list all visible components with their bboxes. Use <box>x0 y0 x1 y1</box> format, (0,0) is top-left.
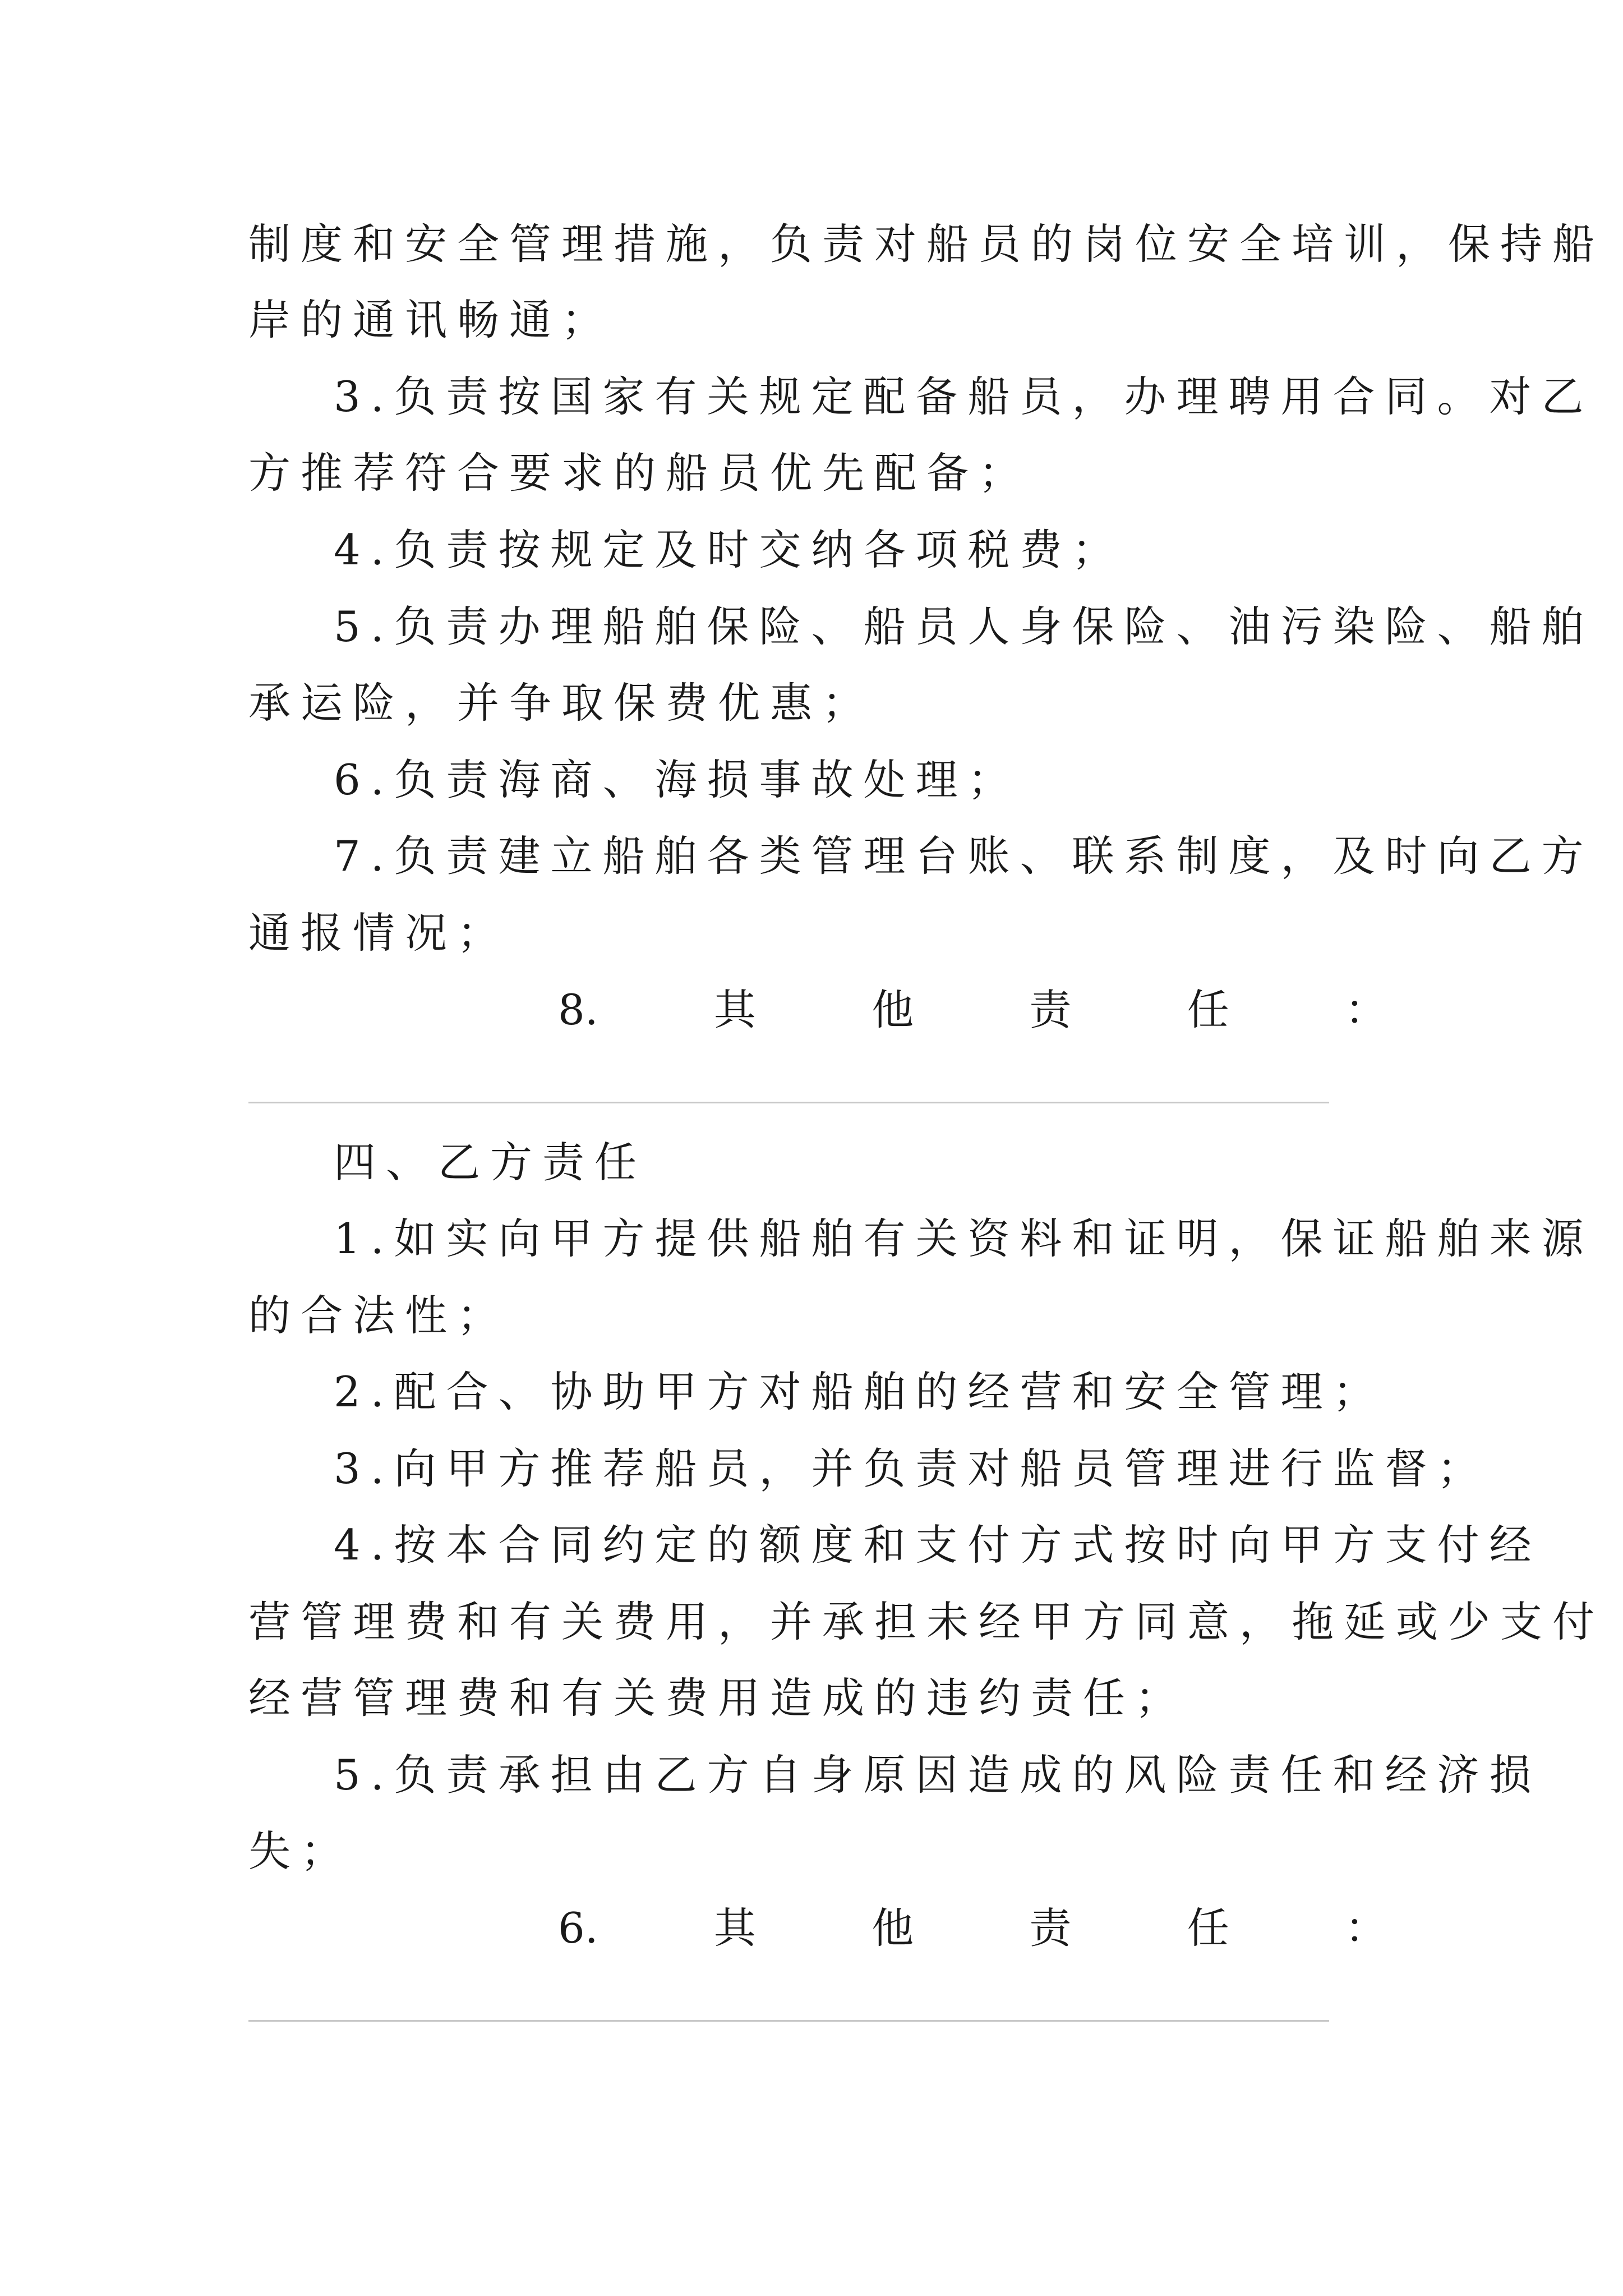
fill-in-blank-line <box>248 2020 1329 2022</box>
item-number: 8. <box>558 985 598 1034</box>
text-line: 2.配合、协助甲方对船舶的经营和安全管理； <box>334 1367 1385 1416</box>
item-number: 6. <box>558 1903 598 1953</box>
other-duties-line <box>558 1900 1387 1956</box>
fill-in-blank-line <box>248 1102 1329 1103</box>
spread-char: ： <box>1344 1903 1387 1953</box>
spread-char: 其 <box>713 985 756 1034</box>
text-line: 经营管理费和有关费用造成的违约责任； <box>248 1673 1188 1723</box>
spread-char: 责 <box>1029 1903 1072 1953</box>
text-line: 7.负责建立船舶各类管理台账、联系制度，及时向乙方 <box>334 831 1594 881</box>
text-line: 3.负责按国家有关规定配备船员，办理聘用合同。对乙 <box>334 372 1594 421</box>
text-line: 方推荐符合要求的船员优先配备； <box>248 448 1031 498</box>
text-line: 承运险，并争取保费优惠； <box>248 678 875 728</box>
text-line: 岸的通讯畅通； <box>248 295 614 344</box>
text-line: 的合法性； <box>248 1291 510 1340</box>
text-line: 1.如实向甲方提供船舶有关资料和证明，保证船舶来源 <box>334 1214 1594 1263</box>
text-line: 5.负责承担由乙方自身原因造成的风险责任和经济损 <box>334 1750 1542 1800</box>
text-line: 营管理费和有关费用，并承担未经甲方同意，拖延或少支付 <box>248 1597 1605 1646</box>
section-heading: 四、乙方责任 <box>334 1138 647 1187</box>
spread-char: 任 <box>1187 985 1229 1034</box>
spread-char: 其 <box>713 1903 756 1953</box>
text-line: 4.负责按规定及时交纳各项税费； <box>334 525 1124 574</box>
text-line: 通报情况； <box>248 908 510 958</box>
spread-char: 责 <box>1029 985 1072 1034</box>
text-line: 5.负责办理船舶保险、船员人身保险、油污染险、船舶 <box>334 602 1594 651</box>
spread-char: 任 <box>1187 1903 1229 1953</box>
other-duties-line <box>558 982 1387 1038</box>
text-line: 制度和安全管理措施，负责对船员的岗位安全培训，保持船 <box>248 219 1605 269</box>
spread-char: ： <box>1344 985 1387 1034</box>
spread-char: 他 <box>872 1903 914 1953</box>
text-line: 6.负责海商、海损事故处理； <box>334 755 1020 804</box>
text-line: 4.按本合同约定的额度和支付方式按时向甲方支付经 <box>334 1520 1542 1570</box>
spread-char: 他 <box>872 985 914 1034</box>
text-line: 3.向甲方推荐船员，并负责对船员管理进行监督； <box>334 1444 1490 1493</box>
text-line: 失； <box>248 1826 353 1876</box>
